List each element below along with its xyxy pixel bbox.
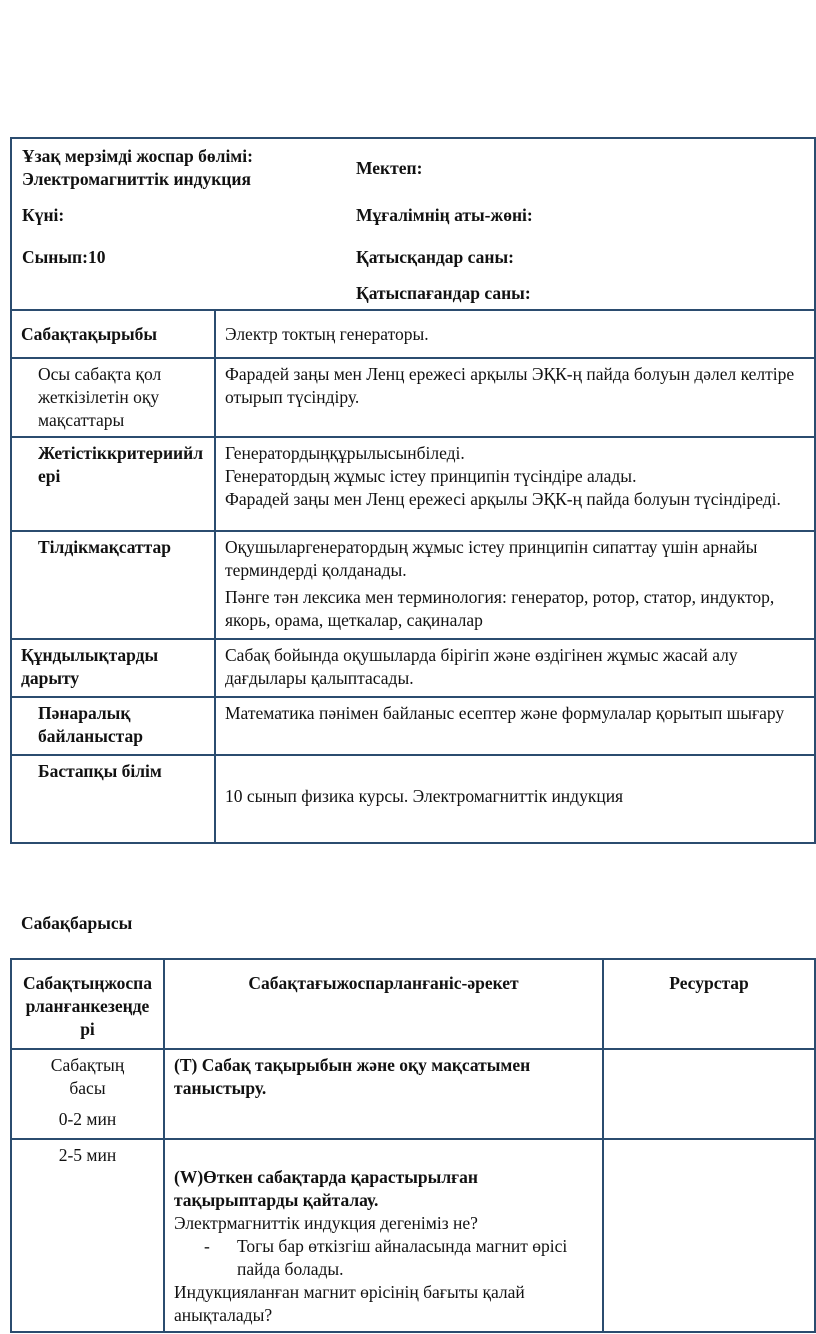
info-row-values xyxy=(11,639,815,697)
lesson-table-header-row xyxy=(11,959,815,1049)
stage-start: Сабақтың басы 0-2 мин xyxy=(11,1049,164,1139)
resources-header: Ресурстар xyxy=(603,959,815,1049)
activity-intro: (Т) Сабақ тақырыбын және оқу мақсатымен таныстыру. xyxy=(164,1049,603,1139)
topic-value: Электр токтың генераторы. xyxy=(215,310,815,358)
school-label: Мектеп: xyxy=(356,158,423,178)
absent-count-label: Қатыспағандар саны: xyxy=(356,283,531,303)
stage-review-time: 2-5 мин xyxy=(11,1139,164,1332)
values-value: Сабақ бойында оқушыларда бірігіп және өздігінен жұмыс жасай алу дағдылары қалыптасады. xyxy=(215,639,815,697)
present-count-label: Қатысқандар саны: xyxy=(356,247,514,267)
info-row-criteria xyxy=(11,437,815,531)
date-label: Күні: xyxy=(22,205,65,225)
objectives-value: Фарадей заңы мен Ленц ережесі арқылы ЭҚК-ң пайда болуын дәлел келтіре отырып түсіндіру. xyxy=(215,358,815,437)
criteria-label: Жетістіккритериийлері xyxy=(11,437,215,531)
stages-header: Сабақтыңжоспарланғанкезеңдері xyxy=(11,959,164,1049)
lesson-plan-info-table xyxy=(10,137,816,844)
criteria-value: Генератордыңқұрылысынбіледі. Генератордың жұмыс істеу принципін түсіндіре алады. Фарадей заңы мен Ленц ережесі арқылы ЭҚК-ң пайда болуын түсіндіреді. xyxy=(215,437,815,531)
answer-list-item: - Тогы бар өткізгіш айналасында магнит өрісі пайда болады. xyxy=(204,1236,568,1279)
interdisciplinary-label: Пәнаралық байланыстар xyxy=(11,697,215,755)
lesson-row-start xyxy=(11,1049,815,1139)
class-label: Сынып:10 xyxy=(22,247,106,267)
header-block xyxy=(11,138,815,310)
activity-review: (W)Өткен сабақтарда қарастырылған тақырыптарды қайталау. Электрмагниттік индукция дегеніміз не? - Тогы бар өткізгіш айналасында магнит өрісі пайда болады. Индукцияланған магнит өрісінің бағыты қалай анықталады? xyxy=(164,1139,603,1332)
prior-knowledge-label: Бастапқы білім xyxy=(11,755,215,843)
plan-section-label: Ұзақ мерзімді жоспар бөлімі: Электромагниттік индукция xyxy=(22,146,253,189)
teacher-label: Мұғалімнің аты-жөні: xyxy=(356,205,533,225)
resources-cell-2 xyxy=(603,1139,815,1332)
values-label: Құндылықтарды дарыту xyxy=(11,639,215,697)
info-row-prior-knowledge xyxy=(11,755,815,843)
info-row-topic xyxy=(11,310,815,358)
lesson-flow-table xyxy=(10,958,816,1333)
topic-label: Сабақтақырыбы xyxy=(11,310,215,358)
objectives-label: Осы сабақта қол жеткізілетін оқу мақсаттары xyxy=(11,358,215,437)
info-row-language xyxy=(11,531,815,639)
language-goals-label: Тілдікмақсаттар xyxy=(11,531,215,639)
info-row-objectives xyxy=(11,358,815,437)
activity-header: Сабақтағыжоспарланғаніс-әрекет xyxy=(164,959,603,1049)
lesson-progress-title: Сабақбарысы xyxy=(21,913,133,933)
lesson-row-review xyxy=(11,1139,815,1332)
interdisciplinary-value: Математика пәнімен байланыс есептер және формулалар қорытып шығару xyxy=(215,697,815,755)
info-row-interdisciplinary xyxy=(11,697,815,755)
resources-cell-1 xyxy=(603,1049,815,1139)
prior-knowledge-value: 10 сынып физика курсы. Электромагниттік индукция xyxy=(215,755,815,843)
language-goals-value: Оқушыларгенератордың жұмыс істеу принципін сипаттау үшін арнайы терминдерді қолданады. Пәнге тән лексика мен терминология: генератор, ротор, статор, индуктор, якорь, орама, щеткалар, сақиналар xyxy=(215,531,815,639)
